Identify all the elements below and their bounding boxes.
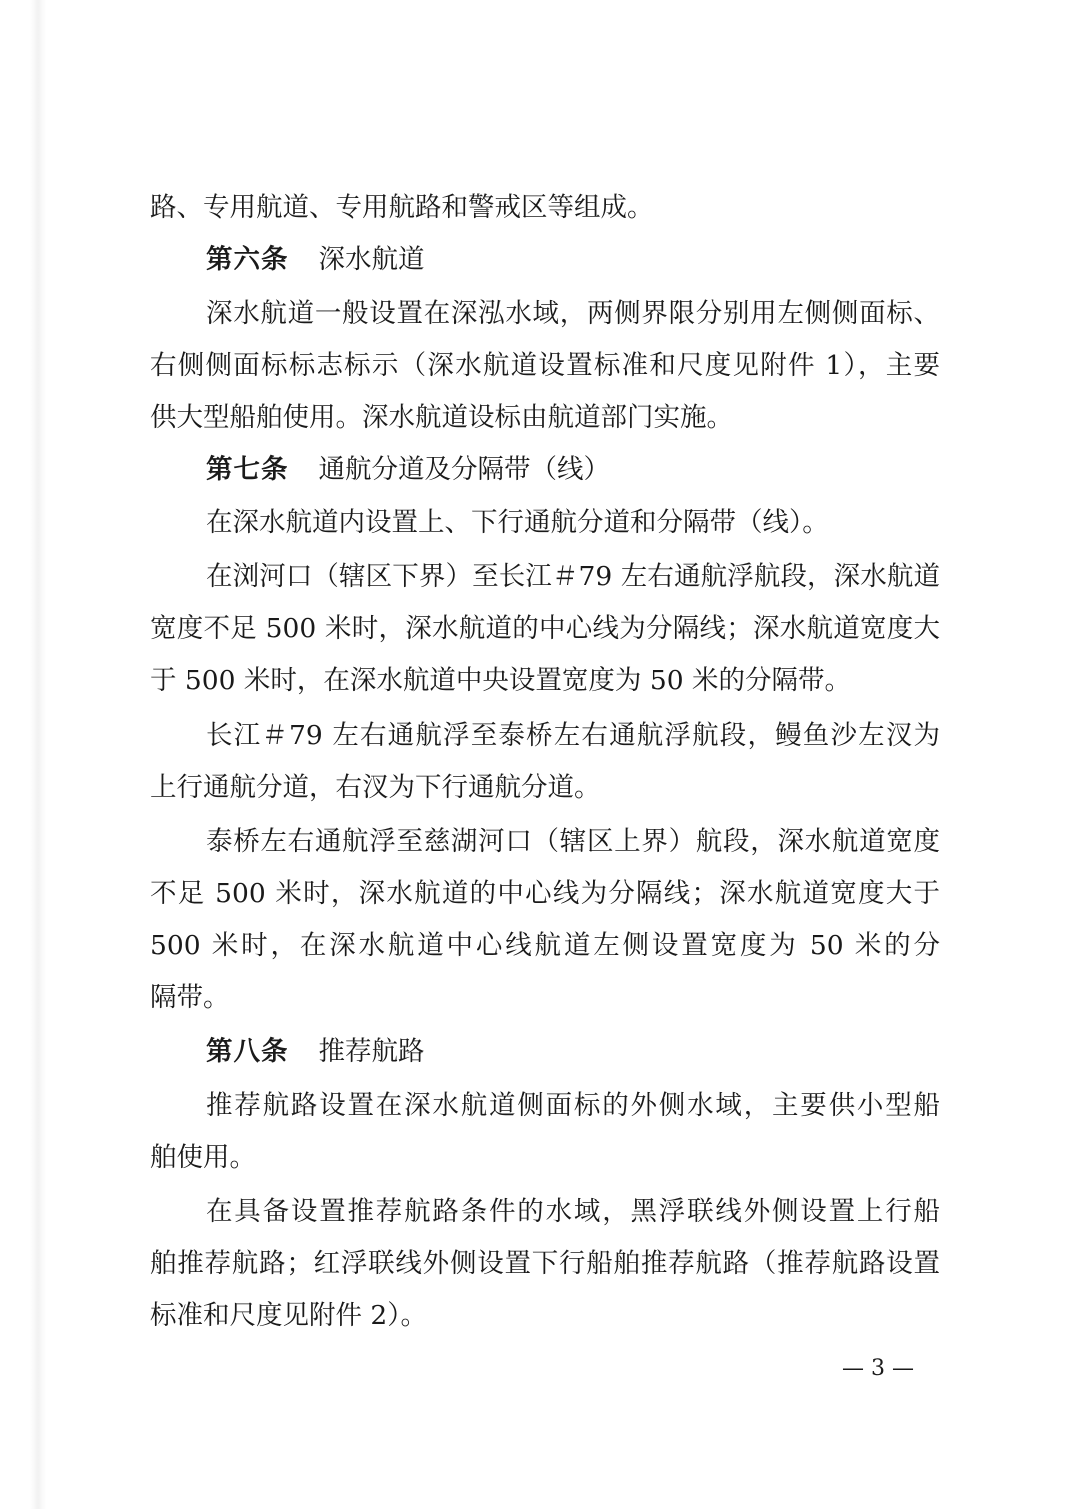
paragraph-line: 上行通航分道，右汊为下行通航分道。 bbox=[150, 772, 601, 803]
article-heading-7 bbox=[206, 450, 806, 490]
paragraph-line: 舶使用。 bbox=[150, 1142, 256, 1173]
paragraph-line: 宽度不足 500 米时，深水航道的中心线为分隔线；深水航道宽度大 bbox=[150, 613, 940, 644]
paragraph-line: 舶推荐航路；红浮联线外侧设置下行船舶推荐航路（推荐航路设置 bbox=[150, 1248, 940, 1279]
article-heading-8 bbox=[206, 1032, 806, 1072]
paragraph-line: 标准和尺度见附件 2）。 bbox=[150, 1300, 428, 1331]
paragraph-line: 隔带。 bbox=[150, 982, 230, 1013]
article-title: 通航分道及分隔带（线） bbox=[318, 454, 610, 485]
paragraph-line: 供大型船舶使用。深水航道设标由航道部门实施。 bbox=[150, 402, 733, 433]
article-title: 推荐航路 bbox=[318, 1036, 425, 1067]
paragraph-line: 路、专用航道、专用航路和警戒区等组成。 bbox=[150, 192, 654, 223]
paragraph-line: 于 500 米时，在深水航道中央设置宽度为 50 米的分隔带。 bbox=[150, 665, 851, 696]
paragraph-line: 深水航道一般设置在深泓水域，两侧界限分别用左侧侧面标、 bbox=[206, 298, 940, 329]
scan-edge-shadow bbox=[30, 0, 46, 1509]
article-title: 深水航道 bbox=[318, 244, 425, 275]
article-number: 第六条 bbox=[206, 244, 289, 275]
article-number: 第七条 bbox=[206, 454, 289, 485]
paragraph-line: 长江＃79 左右通航浮至泰桥左右通航浮航段，鳗鱼沙左汊为 bbox=[206, 720, 940, 751]
article-heading-6 bbox=[206, 240, 806, 280]
paragraph-line: 不足 500 米时，深水航道的中心线为分隔线；深水航道宽度大于 bbox=[150, 878, 940, 909]
paragraph-line: 推荐航路设置在深水航道侧面标的外侧水域，主要供小型船 bbox=[206, 1090, 940, 1121]
paragraph-line: 在具备设置推荐航路条件的水域，黑浮联线外侧设置上行船 bbox=[206, 1196, 940, 1227]
paragraph-line: 在深水航道内设置上、下行通航分道和分隔带（线）。 bbox=[206, 507, 829, 538]
paragraph-line: 500 米时，在深水航道中心线航道左侧设置宽度为 50 米的分 bbox=[150, 930, 940, 961]
page-number: — 3 — bbox=[842, 1356, 914, 1381]
paragraph-line: 泰桥左右通航浮至慈湖河口（辖区上界）航段，深水航道宽度 bbox=[206, 826, 940, 857]
paragraph-line: 在浏河口（辖区下界）至长江＃79 左右通航浮航段，深水航道 bbox=[206, 561, 940, 592]
article-number: 第八条 bbox=[206, 1036, 289, 1067]
paragraph-line: 右侧侧面标标志标示（深水航道设置标准和尺度见附件 1），主要 bbox=[150, 350, 940, 381]
